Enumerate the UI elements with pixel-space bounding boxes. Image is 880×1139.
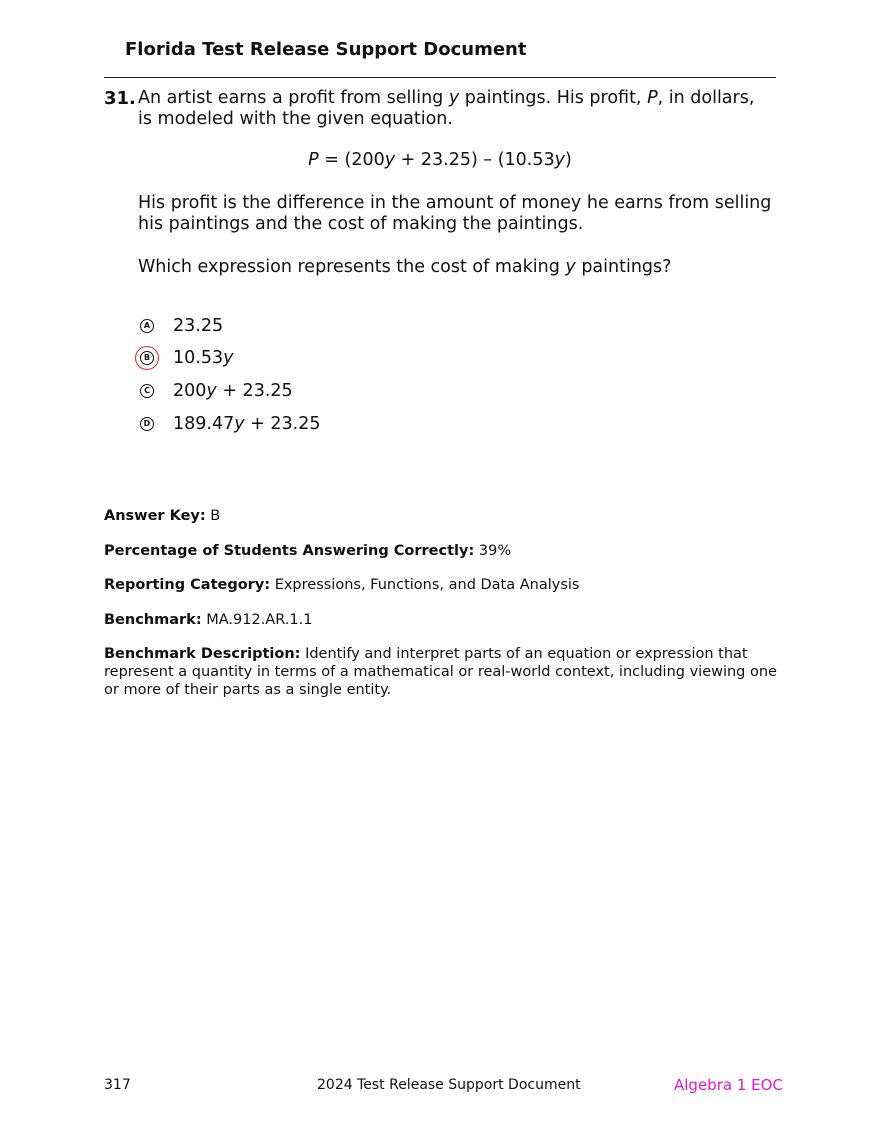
option-b-text: 10.53y — [173, 348, 234, 368]
footer-page-number: 317 — [104, 1077, 131, 1093]
profit-equation: P = (200y + 23.25) – (10.53y) — [308, 150, 572, 170]
question-explanation: His profit is the difference in the amount of money he earns from selling his paintings and the cost of making the paintings. — [138, 193, 772, 234]
answer-option-b[interactable] — [138, 345, 233, 371]
option-a-bubble-icon[interactable]: A — [138, 317, 156, 335]
option-d-bubble-icon[interactable]: D — [138, 415, 156, 433]
percent-correct: Percentage of Students Answering Correctly: 39% — [104, 543, 512, 559]
option-d-text: 189.47y + 23.25 — [173, 414, 321, 434]
benchmark-description: Benchmark Description: Identify and interpret parts of an equation or expression that represent a quantity in terms of a mathematical or real-world context, including viewing one or more of their parts as a single entity. — [104, 646, 777, 698]
option-c-text: 200y + 23.25 — [173, 381, 293, 401]
answer-option-d[interactable] — [138, 411, 320, 437]
question-stem: An artist earns a profit from selling y paintings. His profit, P, in dollars, is modeled with the given equation. — [138, 88, 755, 129]
document-header-title: Florida Test Release Support Document — [125, 39, 527, 60]
answer-option-a[interactable] — [138, 313, 223, 339]
answer-key: Answer Key: B — [104, 508, 221, 524]
footer-course-name: Algebra 1 EOC — [674, 1076, 783, 1094]
option-a-text: 23.25 — [173, 316, 224, 336]
answer-option-c[interactable] — [138, 378, 293, 404]
option-b-selected-bubble-icon[interactable]: B — [135, 346, 159, 370]
footer-document-name: 2024 Test Release Support Document — [317, 1077, 581, 1093]
header-divider — [104, 77, 776, 78]
question-prompt: Which expression represents the cost of making y paintings? — [138, 257, 672, 277]
option-c-bubble-icon[interactable]: C — [138, 382, 156, 400]
benchmark: Benchmark: MA.912.AR.1.1 — [104, 612, 313, 628]
reporting-category: Reporting Category: Expressions, Functions, and Data Analysis — [104, 577, 580, 593]
question-number: 31. — [104, 88, 136, 109]
